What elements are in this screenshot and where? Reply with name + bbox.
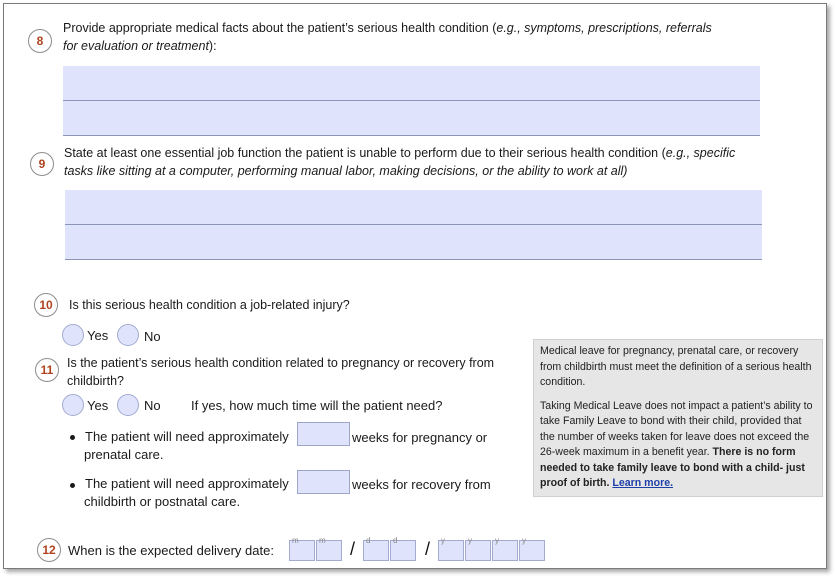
medical-facts-line-1[interactable]	[63, 66, 760, 101]
question-11-text: Is the patient’s serious health condition related to pregnancy or recovery from childbirth?	[67, 356, 495, 388]
q10-no-label: No	[144, 329, 161, 344]
q11-no-radio[interactable]	[117, 394, 139, 416]
learn-more-link[interactable]: Learn more.	[612, 477, 674, 489]
day-hint-1: d	[366, 536, 371, 545]
question-9-text: State at least one essential job function the patient is unable to perform due to their serious health condition (e.g., specific tasks like sitting at a computer, performing manual labor, making decisions, or the ability to work at all)	[64, 146, 736, 178]
question-9-number: 9	[30, 152, 54, 176]
bullet-1-marker	[70, 435, 75, 440]
info-paragraph-2: Taking Medical Leave does not impact a patient’s ability to take Family Leave to bond with their child, provided that the number of weeks taken for leave does not exceed the 26-week maximum in a benefit year. There is no form needed to take family leave to bond with a child- just proof of birth. Learn more.	[540, 399, 813, 489]
q11-no-label: No	[144, 398, 161, 413]
question-8-text: Provide appropriate medical facts about the patient’s serious health condition (e.g., symptoms, prescriptions, referrals for evaluation or treatment):	[63, 21, 712, 53]
bullet-2-post-text: weeks for recovery from childbirth or postnatal care.	[84, 477, 491, 509]
question-11-number: 11	[35, 358, 59, 382]
q10-no-radio[interactable]	[117, 324, 139, 346]
job-function-line-2[interactable]	[65, 225, 762, 260]
job-function-line-1[interactable]	[65, 190, 762, 225]
pregnancy-info-box	[533, 339, 823, 497]
question-12-number: 12	[37, 538, 61, 562]
question-8-number: 8	[28, 29, 52, 53]
year-hint-4: y	[522, 536, 526, 545]
date-separator-2: /	[425, 539, 431, 559]
month-hint-1: m	[292, 536, 299, 545]
year-hint-1: y	[441, 536, 445, 545]
date-separator-1: /	[350, 539, 356, 559]
form-page	[3, 3, 827, 569]
day-hint-2: d	[393, 536, 398, 545]
q11-yes-radio[interactable]	[62, 394, 84, 416]
bullet-2-marker	[70, 483, 75, 488]
q11-yes-label: Yes	[87, 398, 109, 413]
question-10-number: 10	[34, 293, 58, 317]
bullet-2-pre-text: The patient will need approximately	[85, 476, 289, 491]
q10-yes-label: Yes	[87, 328, 109, 343]
bullet-1-pre-text: The patient will need approximately	[85, 429, 289, 444]
question-12-text: When is the expected delivery date:	[68, 543, 274, 558]
year-hint-2: y	[468, 536, 472, 545]
medical-facts-line-2[interactable]	[63, 101, 760, 136]
info-paragraph-1: Medical leave for pregnancy, prenatal care, or recovery from childbirth must meet the definition of a serious health condition.	[540, 345, 812, 388]
month-hint-2: m	[319, 536, 326, 545]
question-10-text: Is this serious health condition a job-related injury?	[69, 298, 350, 312]
year-hint-3: y	[495, 536, 499, 545]
q11-followup-text: If yes, how much time will the patient need?	[191, 398, 443, 413]
bullet-1-post-text: weeks for pregnancy or prenatal care.	[84, 430, 488, 462]
q10-yes-radio[interactable]	[62, 324, 84, 346]
